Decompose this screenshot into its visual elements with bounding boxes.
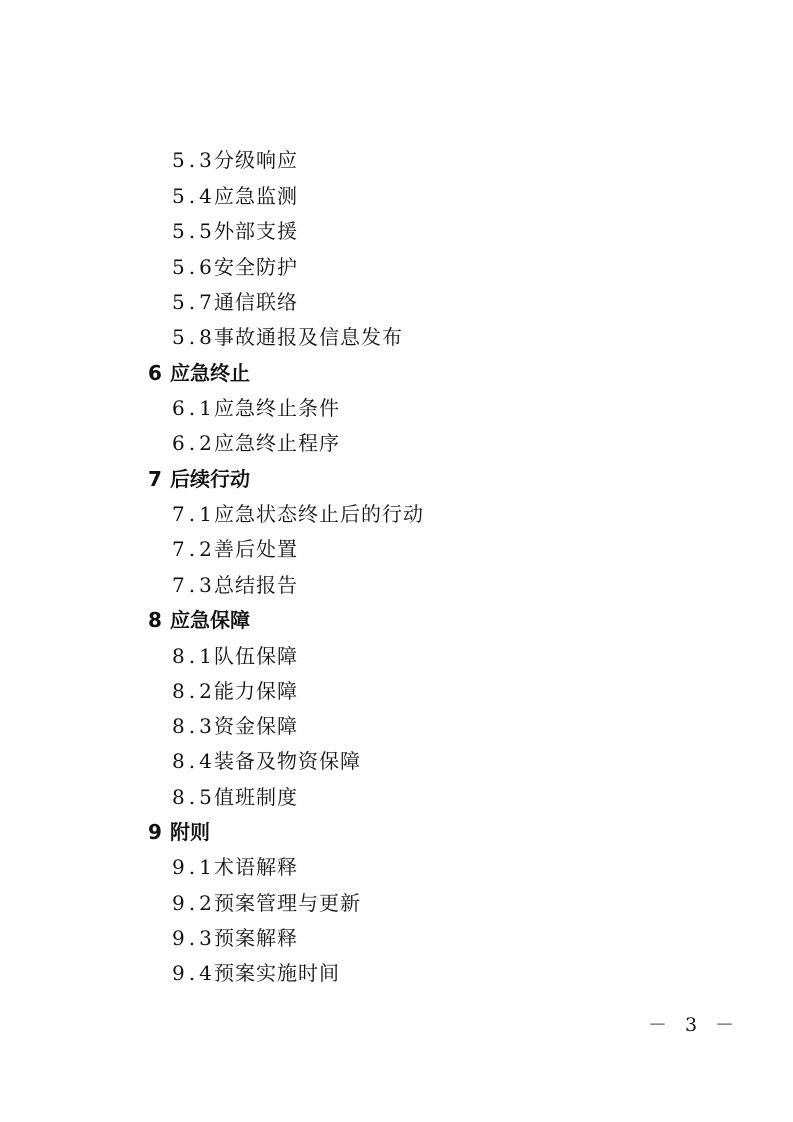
toc-number: 5.7 <box>172 290 216 314</box>
toc-title: 预案管理与更新 <box>214 891 361 915</box>
toc-number: 6.2 <box>172 431 216 455</box>
toc-section-7 <box>148 464 250 494</box>
toc-entry-7-1 <box>172 499 424 529</box>
toc-entry-8-5 <box>172 782 298 812</box>
toc-entry-9-2 <box>172 888 361 918</box>
toc-title: 安全防护 <box>214 255 298 279</box>
toc-number: 8.4 <box>172 749 216 773</box>
page-number: － 3 － <box>648 1014 741 1036</box>
toc-entry-5-7 <box>172 287 298 317</box>
toc-entry-5-5 <box>172 216 298 246</box>
toc-title: 善后处置 <box>214 537 298 561</box>
toc-number: 5.3 <box>172 148 216 172</box>
toc-title: 应急状态终止后的行动 <box>214 502 424 526</box>
toc-entry-9-3 <box>172 923 298 953</box>
toc-title: 附则 <box>170 820 210 844</box>
toc-section-8 <box>148 605 250 635</box>
toc-number: 8.1 <box>172 644 216 668</box>
toc-title: 通信联络 <box>214 290 298 314</box>
toc-number: 9.1 <box>172 855 216 879</box>
toc-number: 7 <box>148 467 162 491</box>
toc-number: 5.5 <box>172 219 216 243</box>
toc-entry-6-2 <box>172 428 340 458</box>
toc-entry-8-2 <box>172 676 298 706</box>
toc-entry-9-1 <box>172 852 298 882</box>
toc-number: 8.5 <box>172 785 216 809</box>
toc-title: 应急监测 <box>214 184 298 208</box>
toc-entry-7-2 <box>172 534 298 564</box>
toc-entry-7-3 <box>172 570 298 600</box>
toc-title: 能力保障 <box>214 679 298 703</box>
toc-number: 5.8 <box>172 325 216 349</box>
toc-title: 事故通报及信息发布 <box>214 325 403 349</box>
toc-title: 总结报告 <box>214 573 298 597</box>
toc-title: 预案实施时间 <box>214 961 340 985</box>
toc-title: 资金保障 <box>214 714 298 738</box>
toc-entry-8-1 <box>172 641 298 671</box>
toc-title: 术语解释 <box>214 855 298 879</box>
toc-number: 9.2 <box>172 891 216 915</box>
toc-number: 9.3 <box>172 926 216 950</box>
toc-title: 后续行动 <box>170 467 250 491</box>
toc-title: 应急终止程序 <box>214 431 340 455</box>
toc-section-6 <box>148 358 250 388</box>
toc-number: 7.1 <box>172 502 216 526</box>
toc-title: 值班制度 <box>214 785 298 809</box>
toc-number: 5.4 <box>172 184 216 208</box>
toc-title: 装备及物资保障 <box>214 749 361 773</box>
toc-number: 8.2 <box>172 679 216 703</box>
toc-title: 应急保障 <box>170 608 250 632</box>
toc-number: 9.4 <box>172 961 216 985</box>
toc-title: 应急终止 <box>170 361 250 385</box>
toc-entry-8-4 <box>172 746 361 776</box>
toc-entry-9-4 <box>172 958 340 988</box>
toc-entry-5-6 <box>172 252 298 282</box>
toc-entry-5-4 <box>172 181 298 211</box>
toc-number: 6 <box>148 361 162 385</box>
toc-number: 7.2 <box>172 537 216 561</box>
toc-title: 队伍保障 <box>214 644 298 668</box>
toc-number: 8 <box>148 608 162 632</box>
toc-title: 外部支援 <box>214 219 298 243</box>
toc-entry-5-8 <box>172 322 403 352</box>
toc-number: 8.3 <box>172 714 216 738</box>
toc-title: 应急终止条件 <box>214 396 340 420</box>
toc-title: 预案解释 <box>214 926 298 950</box>
toc-entry-6-1 <box>172 393 340 423</box>
toc-title: 分级响应 <box>214 148 298 172</box>
toc-number: 9 <box>148 820 162 844</box>
toc-section-9 <box>148 817 210 847</box>
toc-entry-8-3 <box>172 711 298 741</box>
toc-number: 6.1 <box>172 396 216 420</box>
toc-number: 5.6 <box>172 255 216 279</box>
toc-entry-5-3 <box>172 145 298 175</box>
toc-number: 7.3 <box>172 573 216 597</box>
